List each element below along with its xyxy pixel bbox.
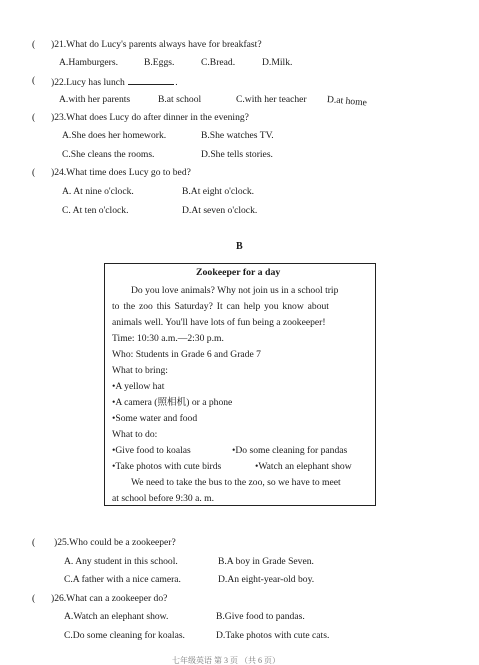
notice-time: Time: 10:30 a.m.—2:30 p.m. [112, 333, 224, 344]
q22-option-b: B.at school [158, 94, 202, 105]
q21-option-c: C.Bread. [201, 57, 236, 68]
q24-option-b: B.At eight o'clock. [182, 186, 255, 197]
q25-option-c: C.A father with a nice camera. [64, 574, 181, 585]
q22-option-a: A.with her parents [59, 94, 131, 105]
q22-option-d: D.at home [326, 94, 368, 109]
question-24-paren: ( [32, 167, 36, 178]
bring-item: •A camera (照相机) or a phone [112, 397, 233, 408]
question-21-paren: ( [32, 39, 36, 50]
q26-option-a: A.Watch an elephant show. [64, 611, 169, 622]
question-25-stem: )25.Who could be a zookeeper? [54, 537, 176, 548]
todo-item: •Do some cleaning for pandas [232, 445, 348, 456]
notice-intro-line: animals well. You'll have lots of fun being a zookeeper! [112, 317, 326, 328]
bring-item: •A yellow hat [112, 381, 165, 392]
q26-option-c: C.Do some cleaning for koalas. [64, 630, 185, 641]
question-22-paren: ( [32, 75, 36, 86]
question-21-stem: )21.What do Lucy's parents always have for breakfast? [51, 39, 262, 50]
notice-closing-line: We need to take the bus to the zoo, so we have to meet [131, 477, 341, 488]
page-footer: 七年级英语 第 3 页 （共 6 页） [172, 656, 280, 665]
todo-item: •Take photos with cute birds [112, 461, 222, 472]
q23-option-d: D.She tells stories. [201, 149, 273, 160]
q23-option-a: A.She does her homework. [62, 130, 167, 141]
notice-closing-line: at school before 9:30 a. m. [112, 493, 215, 504]
question-22-stem-text: )22.Lucy has lunch [51, 77, 125, 88]
q25-option-d: D.An eight-year-old boy. [218, 574, 315, 585]
question-26-paren: ( [32, 593, 36, 604]
notice-intro-line: to the zoo this Saturday? It can help you know about [112, 301, 329, 312]
q25-option-a: A. Any student in this school. [64, 556, 178, 567]
q23-option-b: B.She watches TV. [201, 130, 274, 141]
question-22-stem-end: . [175, 77, 178, 88]
q26-option-d: D.Take photos with cute cats. [216, 630, 330, 641]
question-23-stem: )23.What does Lucy do after dinner in the evening? [51, 112, 249, 123]
todo-heading: What to do: [112, 429, 158, 440]
q21-option-a: A.Hamburgers. [59, 57, 118, 68]
q21-option-d: D.Milk. [262, 57, 293, 68]
question-24-stem: )24.What time does Lucy go to bed? [51, 167, 191, 178]
q24-option-d: D.At seven o'clock. [182, 205, 258, 216]
q21-option-b: B.Eggs. [144, 57, 175, 68]
notice-who: Who: Students in Grade 6 and Grade 7 [112, 349, 261, 360]
q24-option-c: C. At ten o'clock. [62, 205, 129, 216]
notice-title: Zookeeper for a day [196, 267, 281, 278]
question-23-paren: ( [32, 112, 36, 123]
notice-intro-line: Do you love animals? Why not join us in a school trip [131, 285, 339, 296]
bring-item: •Some water and food [112, 413, 198, 424]
question-22-stem [51, 76, 178, 88]
q24-option-a: A. At nine o'clock. [62, 186, 134, 197]
q22-option-c: C.with her teacher [236, 94, 307, 105]
todo-item: •Watch an elephant show [255, 461, 352, 472]
todo-item: •Give food to koalas [112, 445, 191, 456]
q25-option-b: B.A boy in Grade Seven. [218, 556, 314, 567]
question-26-stem: )26.What can a zookeeper do? [51, 593, 168, 604]
bring-heading: What to bring: [112, 365, 168, 376]
q23-option-c: C.She cleans the rooms. [62, 149, 155, 160]
question-25-paren: ( [32, 537, 36, 548]
section-b-label: B [236, 241, 243, 252]
answer-blank [128, 76, 174, 85]
q26-option-b: B.Give food to pandas. [216, 611, 305, 622]
